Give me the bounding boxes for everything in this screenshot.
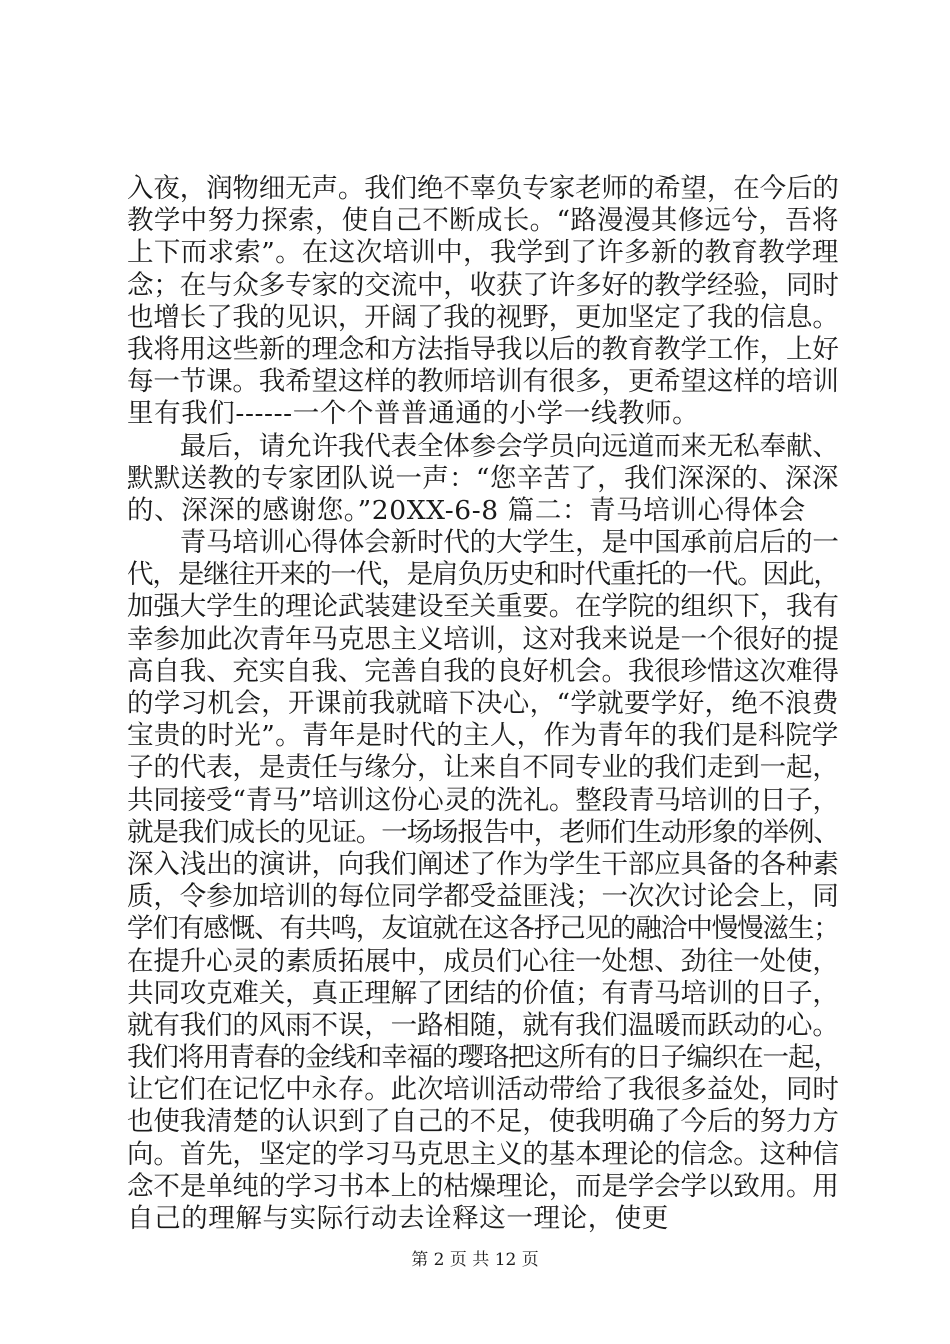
text-line: 念；在与众多专家的交流中，收获了许多好的教学经验，同时 (127, 269, 839, 301)
text-line: 代，是继往开来的一代，是肩负历史和时代重托的一代。因此， (127, 559, 839, 591)
text-line: 我们将用青春的金线和幸福的璎珞把这所有的日子编织在一起， (127, 1042, 839, 1074)
text-line: 每一节课。我希望这样的教师培训有很多，更希望这样的培训 (127, 366, 839, 398)
text-line: 共同接受“青马”培训这份心灵的洗礼。整段青马培训的日子， (127, 784, 839, 816)
text-line: 里有我们------一个个普普通通的小学一线教师。 (127, 398, 700, 430)
text-line: 高自我、充实自我、完善自我的良好机会。我很珍惜这次难得 (127, 655, 839, 687)
text-line: 最后，请允许我代表全体参会学员向远道而来无私奉献、 (127, 430, 839, 462)
text-line: 的、深深的感谢您。”20XX-6-8 篇二：青马培训心得体会 (127, 494, 806, 526)
text-line: 加强大学生的理论武装建设至关重要。在学院的组织下，我有 (127, 591, 839, 623)
text-line: 深入浅出的演讲，向我们阐述了作为学生干部应具备的各种素 (127, 848, 839, 880)
text-line: 幸参加此次青年马克思主义培训，这对我来说是一个很好的提 (127, 623, 839, 655)
text-line: 学们有感慨、有共鸣，友谊就在这各抒己见的融洽中慢慢滋生； (127, 913, 839, 945)
text-line: 让它们在记忆中永存。此次培训活动带给了我很多益处，同时 (127, 1074, 839, 1106)
text-line: 入夜，润物细无声。我们绝不辜负专家老师的希望，在今后的 (127, 173, 839, 204)
text-line: 子的代表，是责任与缘分，让来自不同专业的我们走到一起， (127, 752, 839, 784)
text-line: 也使我清楚的认识到了自己的不足，使我明确了今后的努力方 (127, 1106, 839, 1138)
page-footer: 第 2 页 共 12 页 (411, 1250, 539, 1270)
document-body (127, 173, 839, 1235)
text-line: 念不是单纯的学习书本上的枯燥理论，而是学会学以致用。用 (127, 1170, 839, 1202)
text-line: 教学中努力探索，使自己不断成长。“路漫漫其修远兮，吾将 (127, 205, 839, 237)
text-line: 质，令参加培训的每位同学都受益匪浅；一次次讨论会上，同 (127, 881, 839, 913)
text-line: 向。首先，坚定的学习马克思主义的基本理论的信念。这种信 (127, 1138, 839, 1170)
text-line: 的学习机会，开课前我就暗下决心，“学就要学好，绝不浪费 (127, 688, 839, 719)
text-line: 青马培训心得体会新时代的大学生，是中国承前启后的一 (127, 527, 839, 559)
text-line: 共同攻克难关，真正理解了团结的价值；有青马培训的日子， (127, 977, 839, 1009)
text-line: 自己的理解与实际行动去诠释这一理论，使更 (127, 1203, 669, 1234)
text-line: 默默送教的专家团队说一声：“您辛苦了，我们深深的、深深 (127, 462, 839, 494)
text-line: 在提升心灵的素质拓展中，成员们心往一处想、劲往一处使， (127, 945, 839, 977)
text-line: 就是我们成长的见证。一场场报告中，老师们生动形象的举例、 (127, 816, 839, 848)
text-line: 就有我们的风雨不误，一路相随，就有我们温暖而跃动的心。 (127, 1009, 839, 1041)
text-line: 也增长了我的见识，开阔了我的视野，更加坚定了我的信息。 (127, 301, 839, 333)
text-line: 宝贵的时光”。青年是时代的主人，作为青年的我们是科院学 (127, 720, 839, 752)
text-line: 上下而求索”。在这次培训中，我学到了许多新的教育教学理 (127, 237, 839, 269)
text-line: 我将用这些新的理念和方法指导我以后的教育教学工作，上好 (127, 333, 839, 365)
